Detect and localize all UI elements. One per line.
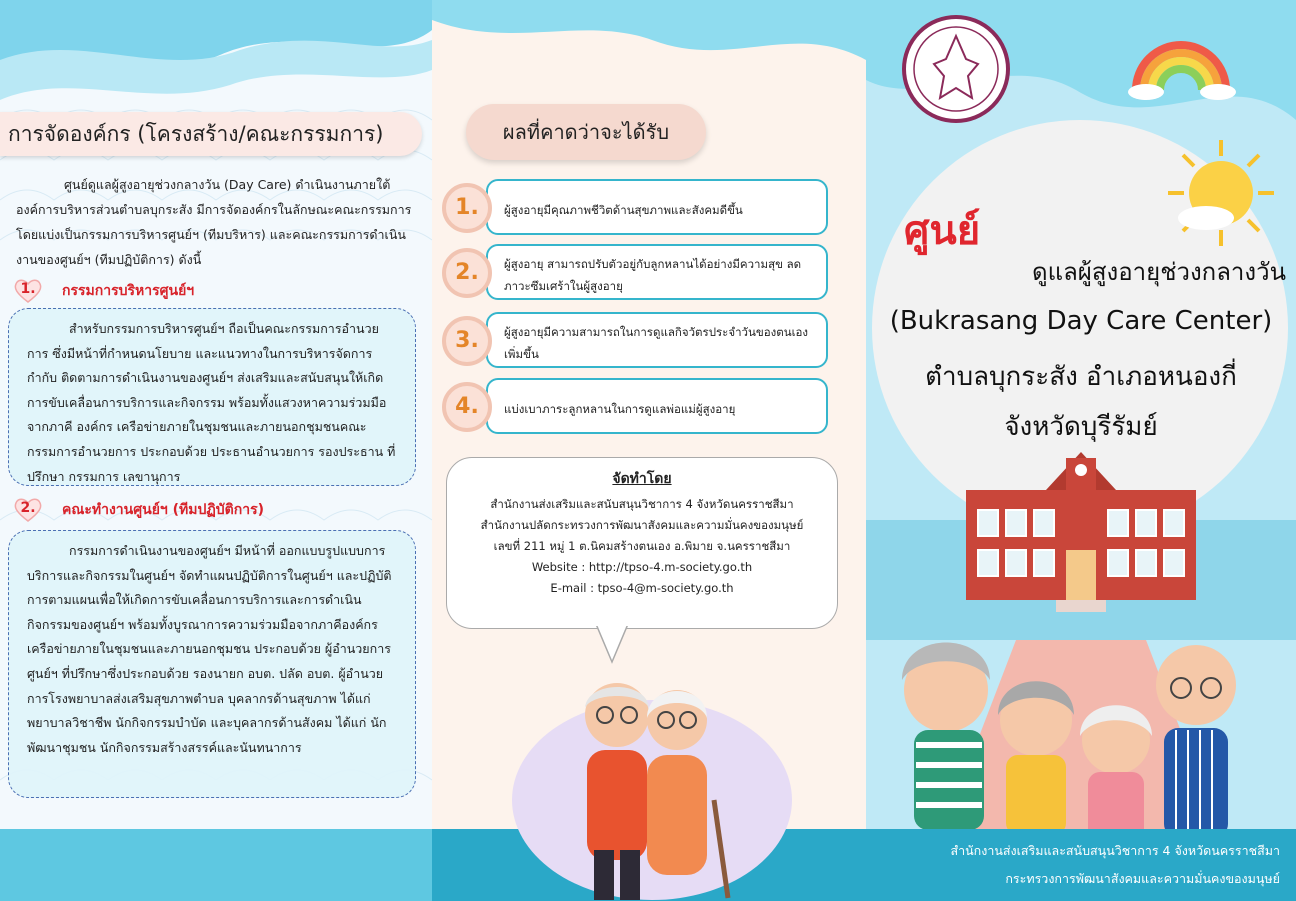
section1-heading bbox=[14, 278, 194, 304]
intro-paragraph: ศูนย์ดูแลผู้สูงอายุช่วงกลางวัน (Day Care) ดำเนินงานภายใต้องค์การบริหารส่วนตำบลบุกระสัง มีการจัดองค์กรในลักษณะคณะกรรมการ โดยแบ่งเป็นกรรมการบริหารศูนย์ฯ (ทีมบริหาร) และคณะกรรมการดำเนินงานของศูนย์ฯ (ทีมปฏิบัติการ) ดังนี้ bbox=[16, 177, 412, 267]
seal-logo bbox=[896, 14, 1016, 124]
title-line4: จังหวัดบุรีรัมย์ bbox=[1004, 412, 1158, 442]
section1-number: 1. bbox=[20, 281, 36, 297]
section2-title: คณะทำงานศูนย์ฯ (ทีมปฏิบัติการ) bbox=[62, 502, 265, 518]
section1-body: สำหรับกรรมการบริหารศูนย์ฯ ถือเป็นคณะกรรมการอำนวยการ ซึ่งมีหน้าที่กำหนดนโยบาย และแนวทางในการบริหารจัดการ กำกับ ติดตามการดำเนินงานของศูนย์ฯ ส่งเสริมและสนับสนุนให้เกิดการขับเคลื่อนการบริการและกิจกรรม พร้อมทั้งแสวงหาความร่วมมือจากภาคี องค์กร เครือข่ายภายในชุมชนและภายนอกชุมชนคณะกรรมการอำนวยการ ประกอบด้วย ประธานอำนวยการ รองประธาน ที่ปรึกษา กรรมการ เลขานุการ bbox=[8, 308, 416, 486]
organization-heading: การจัดองค์กร (โครงสร้าง/คณะกรรมการ) bbox=[0, 112, 422, 156]
heart-icon bbox=[14, 278, 42, 304]
elderly-couple-illustration bbox=[492, 650, 802, 901]
footer-band bbox=[0, 829, 432, 901]
title-highlight: ศูนย์ bbox=[904, 208, 981, 254]
result-item bbox=[442, 312, 832, 368]
expected-results-heading: ผลที่คาดว่าจะได้รับ bbox=[466, 104, 706, 160]
rainbow-icon bbox=[1126, 30, 1236, 100]
credits-email: E-mail : tpso-4@m-society.go.th bbox=[550, 581, 734, 595]
result-text: แบ่งเบาภาระลูกหลานในการดูแลพ่อแม่ผู้สูงอายุ bbox=[486, 378, 828, 434]
result-item bbox=[442, 378, 832, 434]
credits-website: Website : http://tpso-4.m-society.go.th bbox=[531, 560, 753, 574]
result-item bbox=[442, 244, 832, 300]
credits-line3: เลขที่ 211 หมู่ 1 ต.นิคมสร้างตนเอง อ.พิมาย จ.นครราชสีมา bbox=[493, 539, 791, 553]
result-number: 2. bbox=[442, 248, 492, 298]
result-text: ผู้สูงอายุมีคุณภาพชีวิตด้านสุขภาพและสังคมดีขึ้น bbox=[486, 179, 828, 235]
left-panel bbox=[0, 0, 432, 901]
footer-office: สำนักงานส่งเสริมและสนับสนุนวิชาการ 4 จังหวัดนครราชสีมา bbox=[950, 843, 1280, 858]
section2-heading bbox=[14, 497, 264, 523]
title-line3: ตำบลบุกระสัง อำเภอหนองกี่ bbox=[925, 362, 1237, 392]
title-line2: (Bukrasang Day Care Center) bbox=[889, 306, 1273, 336]
credits-title: จัดทำโดย bbox=[612, 471, 672, 487]
heart-icon bbox=[14, 497, 42, 523]
section2-number: 2. bbox=[20, 500, 36, 516]
footer-ministry: กระทรวงการพัฒนาสังคมและความมั่นคงของมนุษย์ bbox=[1005, 871, 1280, 886]
sun-icon bbox=[1166, 138, 1276, 248]
building-and-elders-illustration bbox=[866, 440, 1296, 901]
section2-body: กรรมการดำเนินงานของศูนย์ฯ มีหน้าที่ ออกแบบรูปแบบการบริการและกิจกรรมในศูนย์ฯ จัดทำแผนปฏิบัติการในศูนย์ฯ และปฏิบัติการตามแผนเพื่อให้เกิดการขับเคลื่อนการบริการและการดำเนินกิจกรรมของศูนย์ฯ พร้อมทั้งบูรณาการความร่วมมือจากภาคีองค์กรเครือข่ายภายในชุมชนและภายนอกชุมชน ประกอบด้วย ผู้อำนวยการศูนย์ฯ ที่ปรึกษาซึ่งประกอบด้วย รองนายก อบต. ปลัด อบต. ผู้อำนวยการโรงพยาบาลส่งเสริมสุขภาพตำบล บุคลากรด้านสุขภาพ ได้แก่ พยาบาลวิชาชีพ นักกิจกรรมบำบัด และบุคลากรด้านสังคม ได้แก่ นักพัฒนาชุมชน นักกิจกรรมสร้างสรรค์และนันทนาการ bbox=[8, 530, 416, 798]
result-text: ผู้สูงอายุ สามารถปรับตัวอยู่กับลูกหลานได้อย่างมีความสุข ลดภาวะซึมเศร้าในผู้สูงอายุ bbox=[486, 244, 828, 300]
result-text: ผู้สูงอายุมีความสามารถในการดูแลกิจวัตรประจำวันของตนเองเพิ่มขึ้น bbox=[486, 312, 828, 368]
result-number: 1. bbox=[442, 183, 492, 233]
wave-decoration bbox=[432, 0, 866, 120]
credits-speech-bubble bbox=[446, 457, 838, 629]
middle-panel bbox=[432, 0, 866, 901]
right-panel bbox=[866, 0, 1296, 901]
result-number: 4. bbox=[442, 382, 492, 432]
section1-title: กรรมการบริหารศูนย์ฯ bbox=[62, 283, 195, 299]
result-number: 3. bbox=[442, 316, 492, 366]
credits-line1: สำนักงานส่งเสริมและสนับสนุนวิชาการ 4 จังหวัดนครราชสีมา bbox=[490, 497, 794, 511]
result-item bbox=[442, 179, 832, 235]
credits-line2: สำนักงานปลัดกระทรวงการพัฒนาสังคมและความมั่นคงของมนุษย์ bbox=[480, 518, 804, 532]
title-line1: ดูแลผู้สูงอายุช่วงกลางวัน bbox=[1032, 258, 1286, 286]
